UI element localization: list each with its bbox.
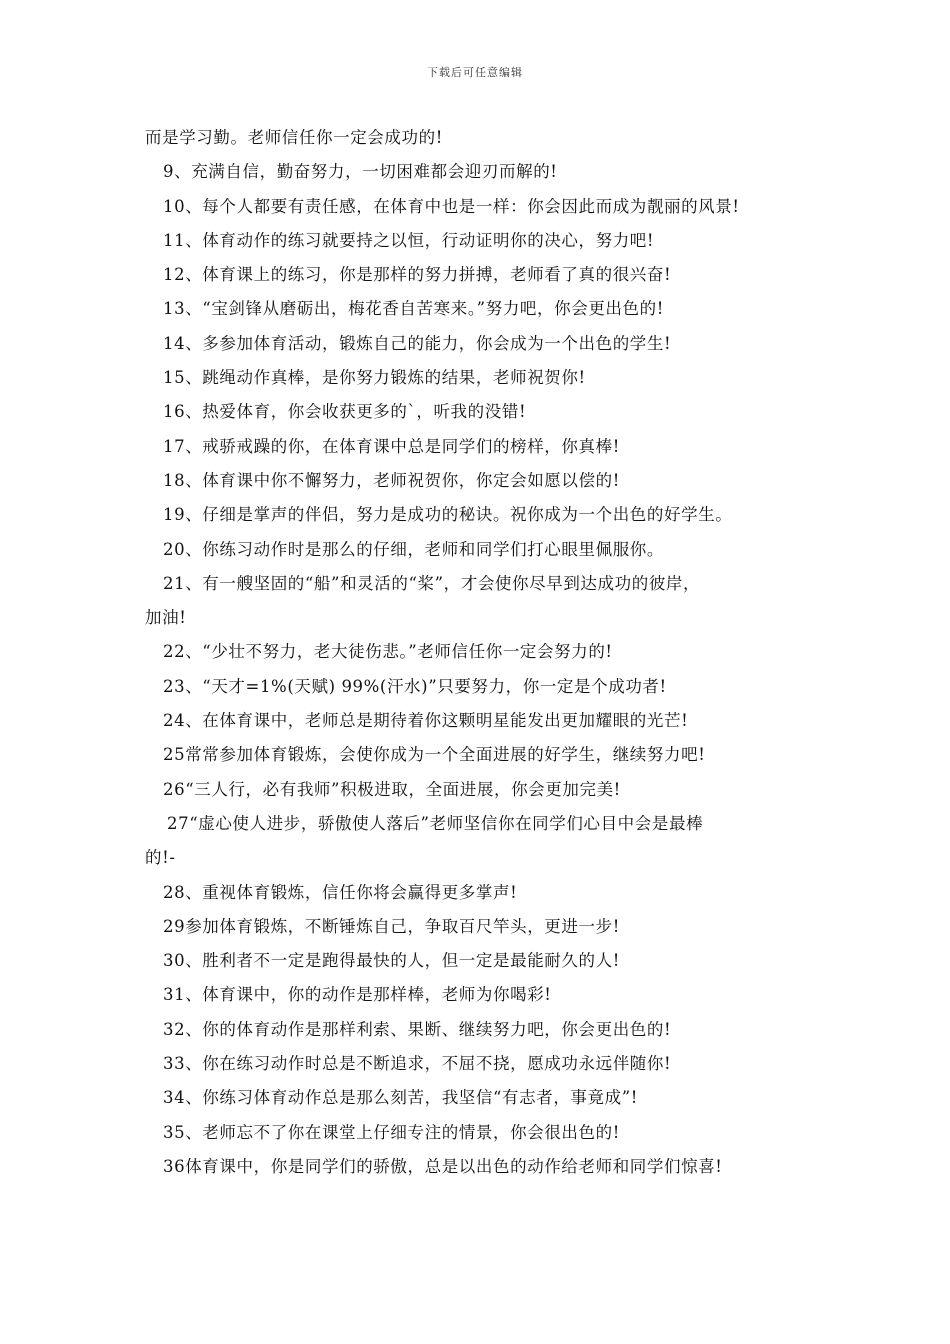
paragraph-line: 32、你的体育动作是那样利索、果断、继续努力吧，你会更出色的! <box>163 1019 672 1039</box>
paragraph-line: 24、在体育课中，老师总是期待着你这颗明星能发出更加耀眼的光芒! <box>163 711 689 731</box>
paragraph-line: 34、你练习体育动作总是那么刻苦，我坚信“有志者，事竟成”! <box>163 1088 638 1108</box>
paragraph-line: 22、“少壮不努力，老大徒伤悲。”老师信任你一定会努力的! <box>163 642 613 662</box>
paragraph-line: 20、你练习动作时是那么的仔细，老师和同学们打心眼里佩服你。 <box>163 539 664 559</box>
paragraph-line: 11、体育动作的练习就要持之以恒，行动证明你的决心，努力吧! <box>163 230 655 250</box>
paragraph-line: 26“三人行，必有我师”积极进取，全面进展，你会更加完美! <box>163 779 621 799</box>
paragraph-line: 19、仔细是掌声的伴侣，努力是成功的秘诀。祝你成为一个出色的好学生。 <box>163 505 733 525</box>
paragraph-line: 9、充满自信，勤奋努力，一切困难都会迎刃而解的! <box>163 162 558 182</box>
page-header: 下载后可任意编辑 <box>427 66 523 79</box>
paragraph-line: 14、多参加体育活动，锻炼自己的能力，你会成为一个出色的学生! <box>163 333 672 353</box>
paragraph-line: 28、重视体育锻炼，信任你将会赢得更多掌声! <box>163 882 518 902</box>
paragraph-line: 33、你在练习动作时总是不断追求，不屈不挠，愿成功永远伴随你! <box>163 1054 672 1074</box>
paragraph-line: 的!- <box>145 848 176 868</box>
paragraph-line: 29参加体育锻炼，不断锤炼自己，争取百尺竿头，更进一步! <box>163 916 620 936</box>
paragraph-line: 23、“天才=1%(天赋) 99%(汗水)”只要努力，你一定是个成功者! <box>163 676 667 696</box>
paragraph-line: 12、体育课上的练习，你是那样的努力拼搏，老师看了真的很兴奋! <box>163 265 672 285</box>
paragraph-line: 27“虚心使人进步，骄傲使人落后”老师坚信你在同学们心目中会是最棒 <box>167 813 704 833</box>
paragraph-line: 而是学习勤。老师信任你一定会成功的! <box>145 128 443 147</box>
paragraph-line: 13、“宝剑锋从磨砺出，梅花香自苦寒来。”努力吧，你会更出色的! <box>163 299 664 319</box>
paragraph-line: 加油! <box>145 608 187 628</box>
document-body <box>145 121 815 1184</box>
paragraph-line: 35、老师忘不了你在课堂上仔细专注的情景，你会很出色的! <box>163 1122 620 1142</box>
paragraph-line: 25常常参加体育锻炼，会使你成为一个全面进展的好学生，继续努力吧! <box>163 745 706 765</box>
paragraph-line: 17、戒骄戒躁的你，在体育课中总是同学们的榜样，你真棒! <box>163 436 620 456</box>
paragraph-line: 10、每个人都要有责任感，在体育中也是一样：你会因此而成为靓丽的风景! <box>163 196 740 216</box>
paragraph-line: 15、跳绳动作真棒，是你努力锻炼的结果，老师祝贺你! <box>163 368 586 388</box>
paragraph-line: 30、胜利者不一定是跑得最快的人，但一定是最能耐久的人! <box>163 951 620 971</box>
paragraph-line: 18、体育课中你不懈努力，老师祝贺你，你定会如愿以偿的! <box>163 470 620 490</box>
paragraph-line: 36体育课中，你是同学们的骄傲，总是以出色的动作给老师和同学们惊喜! <box>163 1156 723 1176</box>
paragraph-line: 16、热爱体育，你会收获更多的`，听我的没错! <box>163 402 527 422</box>
paragraph-line: 31、体育课中，你的动作是那样棒，老师为你喝彩! <box>163 985 552 1005</box>
paragraph-line: 21、有一艘坚固的“船”和灵活的“桨”，才会使你尽早到达成功的彼岸， <box>163 573 701 593</box>
